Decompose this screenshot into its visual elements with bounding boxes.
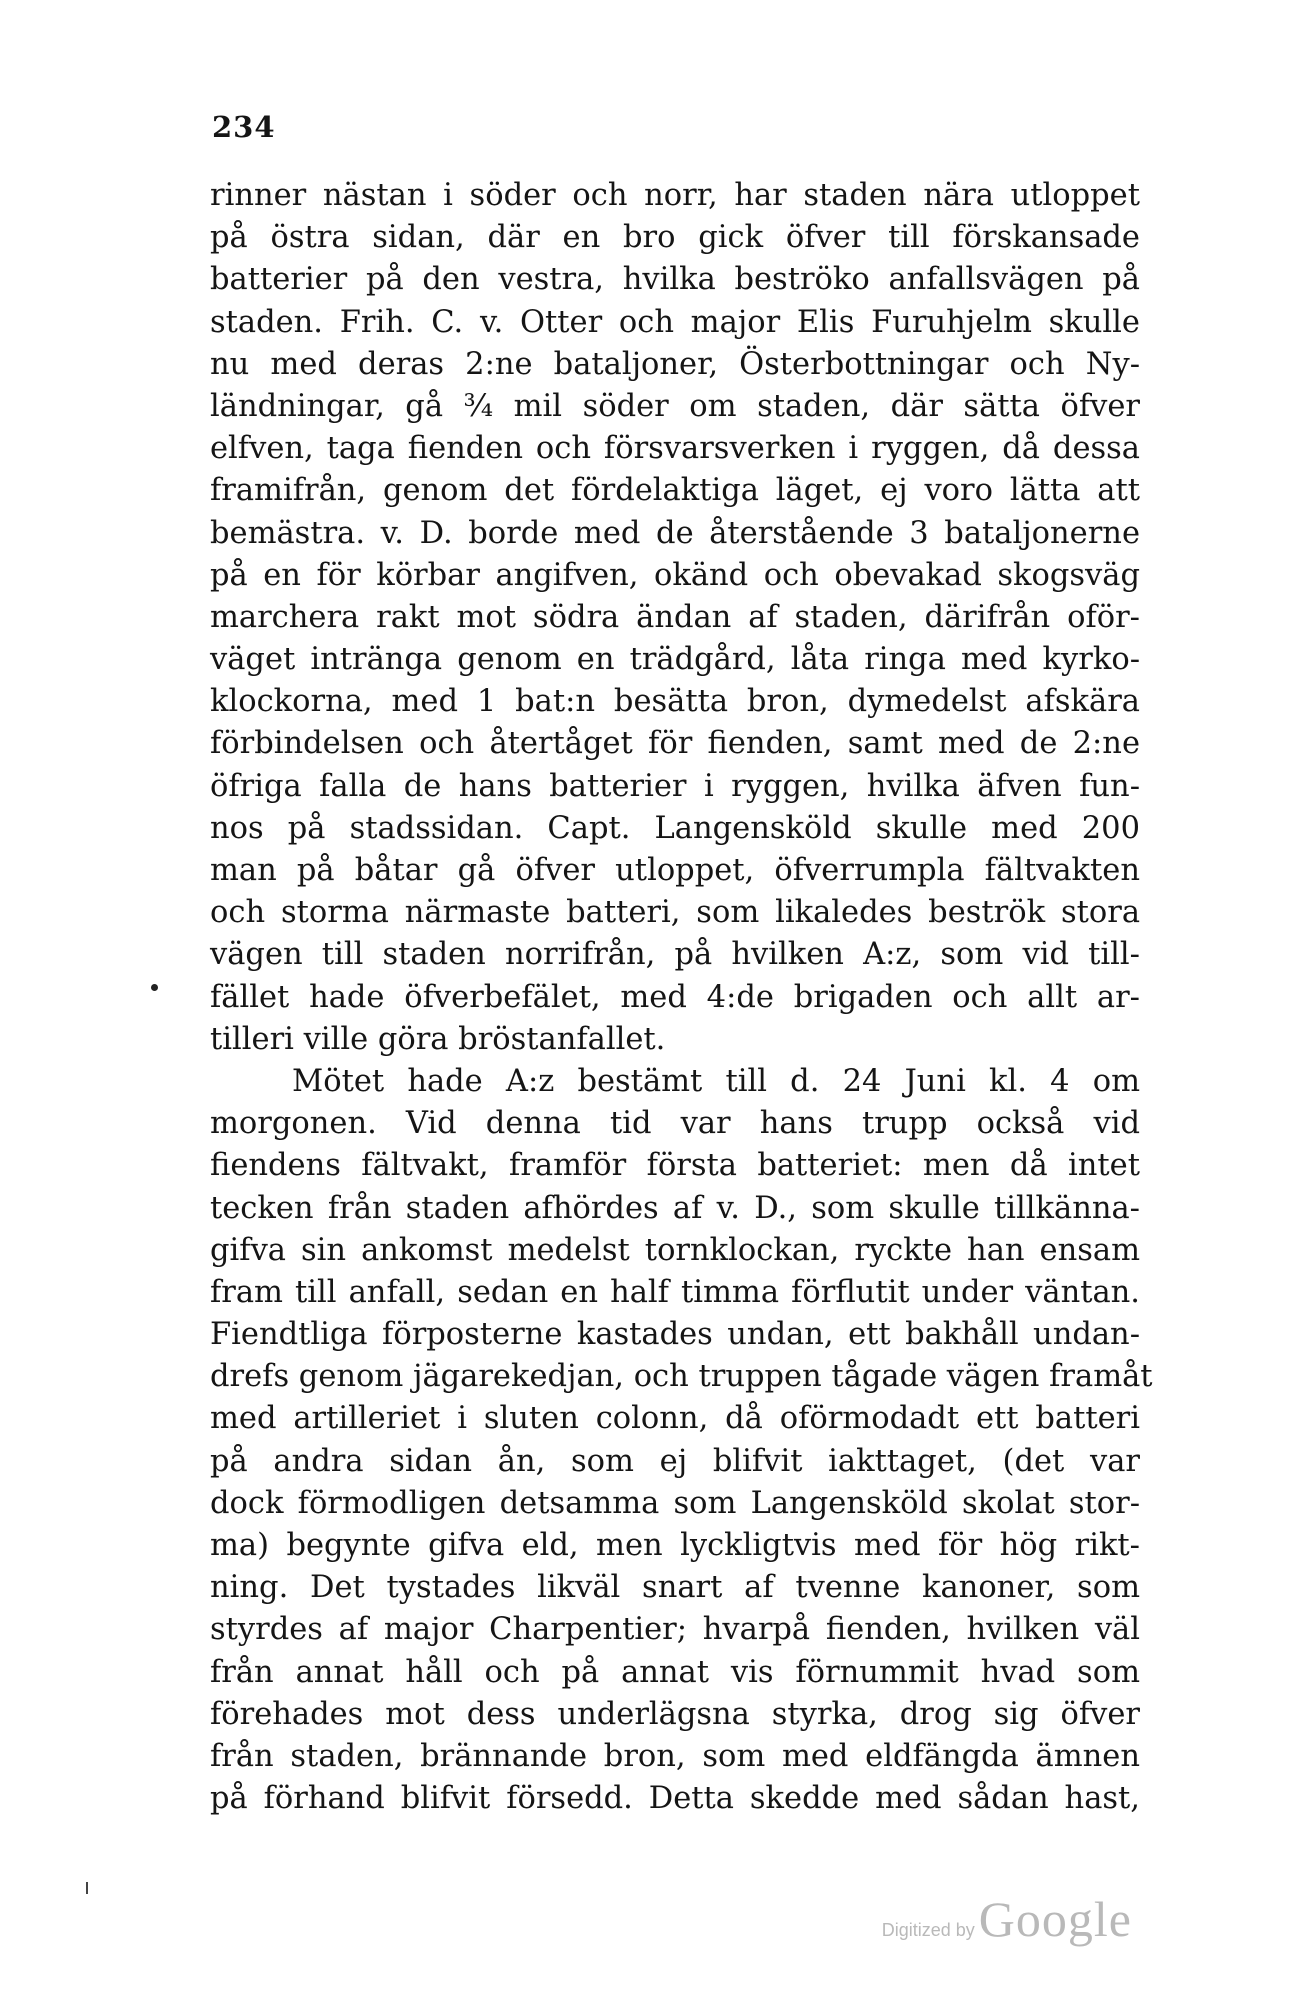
digitized-watermark xyxy=(882,1890,1132,1948)
margin-tick-mark xyxy=(86,1882,88,1894)
text-line: fället hade öfverbefälet, med 4:de brigaden och allt ar- xyxy=(210,979,1140,1015)
text-line: Fiendtliga förposterne kastades undan, ett bakhåll undan- xyxy=(210,1317,1140,1353)
text-line: ning. Det tystades likväl snart af tvenne kanoner, som xyxy=(210,1570,1140,1606)
text-line: på förhand blifvit försedd. Detta skedde med sådan hast, xyxy=(210,1781,1140,1817)
text-line: marchera rakt mot södra ändan af staden, därifrån oför- xyxy=(210,599,1140,635)
text-line: och storma närmaste batteri, som likaledes beströk stora xyxy=(210,895,1140,931)
text-line: staden. Frih. C. v. Otter och major Elis Furuhjelm skulle xyxy=(210,304,1140,340)
text-line: ländningar, gå ¾ mil söder om staden, där sätta öfver xyxy=(210,388,1140,424)
text-line: man på båtar gå öfver utloppet, öfverrumpla fältvakten xyxy=(210,853,1140,888)
text-line: rinner nästan i söder och norr, har staden nära utloppet xyxy=(210,178,1140,213)
text-line: med artilleriet i sluten colonn, då oförmodadt ett batteri xyxy=(210,1401,1140,1437)
watermark-prefix: Digitized by xyxy=(881,1920,975,1940)
text-line: framifrån, genom det fördelaktiga läget, ej voro lätta att xyxy=(210,473,1140,509)
text-line: öfriga falla de hans batterier i ryggen, hvilka äfven fun- xyxy=(210,768,1140,804)
text-line: elfven, taga fienden och försvarsverken i ryggen, då dessa xyxy=(210,431,1140,467)
text-line: bemästra. v. D. borde med de återstående 3 bataljonerne xyxy=(210,515,1140,551)
paragraph-start-line: Mötet hade A:z bestämt till d. 24 Juni kl. 4 om xyxy=(292,1063,1140,1099)
text-line: nos på stadssidan. Capt. Langensköld skulle med 200 xyxy=(210,810,1140,846)
page-number: 234 xyxy=(212,110,276,144)
text-line: vägen till staden norrifrån, på hvilken A:z, som vid till- xyxy=(210,937,1140,973)
body-text xyxy=(210,175,1153,1820)
text-line: morgonen. Vid denna tid var hans trupp också vid xyxy=(210,1106,1140,1142)
text-line: förbindelsen och återtåget för fienden, samt med de 2:ne xyxy=(210,726,1140,762)
text-line: drefs genom jägarekedjan, och truppen tågade vägen framåt xyxy=(210,1359,1153,1395)
text-line: på andra sidan ån, som ej blifvit iakttaget, (det var xyxy=(210,1443,1140,1479)
text-line: tilleri ville göra bröstanfallet. xyxy=(210,1021,666,1057)
margin-dot-mark xyxy=(151,984,158,991)
text-line: väget intränga genom en trädgård, låta ringa med kyrko- xyxy=(210,642,1140,678)
text-line: styrdes af major Charpentier; hvarpå fienden, hvilken väl xyxy=(210,1612,1140,1648)
watermark-logo: Google xyxy=(978,1891,1132,1947)
text-line: tecken från staden afhördes af v. D., som skulle tillkänna- xyxy=(210,1190,1140,1226)
text-line: klockorna, med 1 bat:n besätta bron, dymedelst afskära xyxy=(210,684,1140,720)
text-line: gifva sin ankomst medelst tornklockan, ryckte han ensam xyxy=(210,1232,1140,1268)
text-line: batterier på den vestra, hvilka beströko anfallsvägen på xyxy=(210,262,1140,298)
text-line: förehades mot dess underlägsna styrka, drog sig öfver xyxy=(210,1696,1140,1732)
text-line: på östra sidan, där en bro gick öfver till förskansade xyxy=(210,220,1140,256)
text-line: dock förmodligen detsamma som Langensköld skolat stor- xyxy=(210,1485,1140,1521)
text-line: nu med deras 2:ne bataljoner, Österbottningar och Ny- xyxy=(210,346,1140,382)
text-line: från staden, brännande bron, som med eldfängda ämnen xyxy=(210,1738,1140,1774)
text-line: ma) begynte gifva eld, men lyckligtvis med för hög rikt- xyxy=(210,1528,1140,1563)
text-line: på en för körbar angifven, okänd och obevakad skogsväg xyxy=(210,557,1140,593)
text-line: från annat håll och på annat vis förnummit hvad som xyxy=(210,1654,1140,1690)
text-line: fiendens fältvakt, framför första batteriet: men då intet xyxy=(210,1148,1140,1184)
text-line: fram till anfall, sedan en half timma förflutit under väntan. xyxy=(210,1274,1140,1310)
